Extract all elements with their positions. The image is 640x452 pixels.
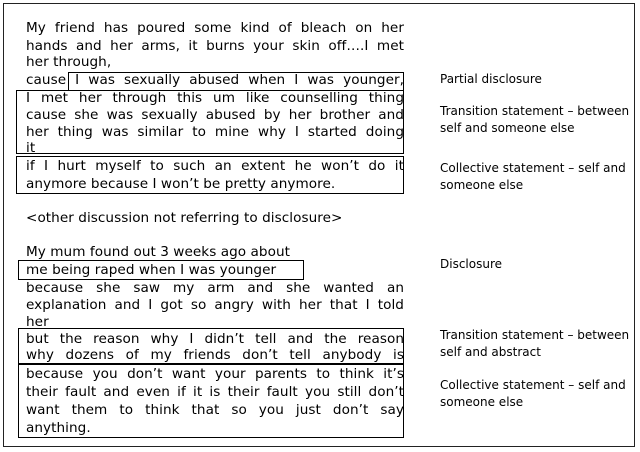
annotation-collective-2: someone else xyxy=(440,395,524,409)
transcript-line: My mum found out 3 weeks ago about xyxy=(26,244,290,260)
transcript-line: My friend has poured some kind of bleach on her xyxy=(26,20,404,36)
transcript-line: I met her through this um like counselling thing xyxy=(26,90,404,106)
transcript-line: her through, xyxy=(26,54,112,70)
annotation-transition-1: Transition statement – between xyxy=(440,104,630,118)
annotation-collective-1: someone else xyxy=(440,178,524,192)
annotation-transition-1: self and someone else xyxy=(440,121,575,135)
annotation-disclosure: Disclosure xyxy=(440,257,503,271)
transcript-line: explanation and I got so angry with her that I told xyxy=(26,297,404,313)
annotation-transition-2: self and abstract xyxy=(440,345,541,359)
transcript-line: want them to think that so you just don’t say xyxy=(26,402,404,418)
annotation-collective-1: Collective statement – self and xyxy=(440,161,626,175)
transcript-line: cause she was sexually abused by her brother and xyxy=(26,107,404,123)
transcript-line: if I hurt myself to such an extent he won’t do it xyxy=(26,158,404,174)
annotation-collective-2: Collective statement – self and xyxy=(440,378,626,392)
transcript-line: why dozens of my friends don’t tell anybody is xyxy=(26,347,404,363)
annotation-partial-disclosure: Partial disclosure xyxy=(440,72,542,86)
annotation-transition-2: Transition statement – between xyxy=(440,328,630,342)
transcript-line: because she saw my arm and she wanted an xyxy=(26,280,404,296)
transcript-line: their fault and even if it is their fault you still don’t xyxy=(26,384,404,400)
transcript-line: anymore because I won’t be pretty anymore. xyxy=(26,176,336,192)
transcript-line: her thing was similar to mine why I started doing xyxy=(26,124,404,140)
transcript-note: <other discussion not referring to disclosure> xyxy=(26,210,343,226)
transcript-line: it xyxy=(26,140,36,156)
transcript-line: anything. xyxy=(26,420,91,436)
transcript-line: cause I was sexually abused when I was younger, xyxy=(26,72,404,88)
transcript-line: hands and her arms, it burns your skin off….I met xyxy=(26,38,404,54)
transcript-line: but the reason why I didn’t tell and the reason xyxy=(26,331,404,347)
transcript-line: because you don’t want your parents to think it’s xyxy=(26,366,404,382)
transcript-line: me being raped when I was younger xyxy=(26,262,277,278)
transcript-line: her xyxy=(26,314,49,330)
